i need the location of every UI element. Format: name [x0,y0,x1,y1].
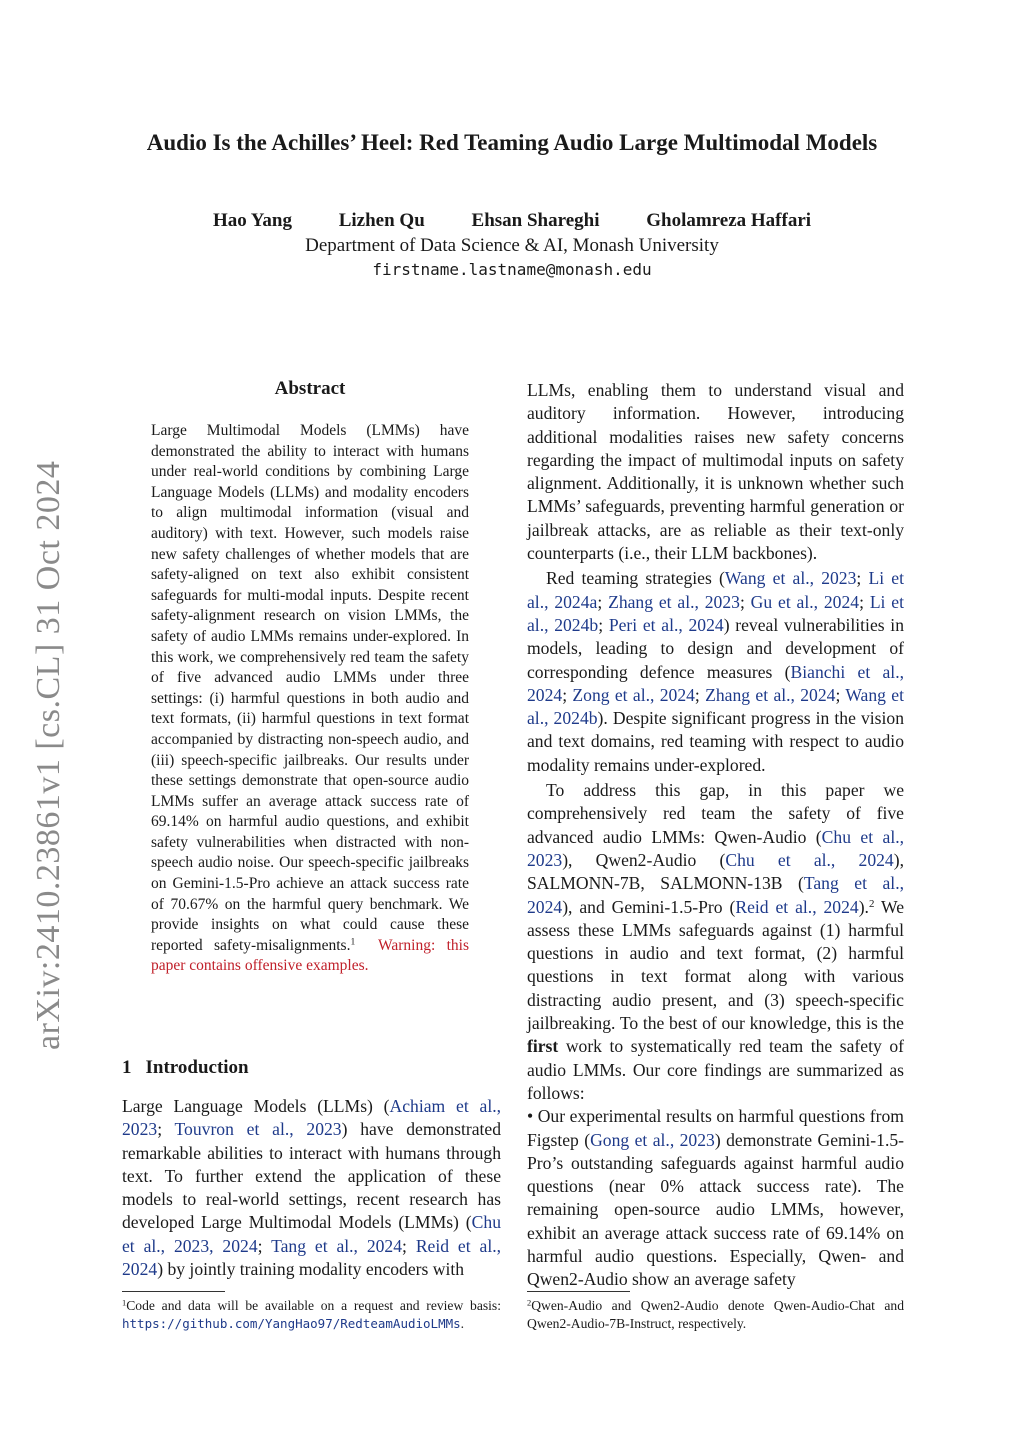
author-email: firstname.lastname@monash.edu [372,260,652,279]
citation-link[interactable]: Wang et al., 2024b [527,684,904,729]
citation-link[interactable]: Chu et al., 2023, 2024 [122,1212,501,1256]
citation-link[interactable]: Bianchi et al., 2024 [527,661,904,705]
text-run: ). Despite significant progress in the vision and text domains, red teaming with respect to audio modality remains under-explored. [527,708,904,775]
paper-title: Audio Is the Achilles’ Heel: Red Teaming Audio Large Multimodal Models [146,130,878,155]
text-run: ; [835,684,846,705]
abstract-heading: Abstract [274,378,346,399]
footnote-rule [122,1291,225,1292]
footnote-text: Code and data will be available on a request and review basis: [126,1298,501,1313]
citation-link[interactable]: Zong et al., 2024 [572,684,695,705]
text-run: ), and Gemini-1.5-Pro ( [562,896,736,917]
text-run: ; [739,591,751,612]
text-run: ; [856,568,869,589]
text-run: ), Qwen2-Audio ( [562,849,726,870]
citation-link[interactable]: Zhang et al., 2024 [705,684,836,705]
footnote-marker: 2 [527,1297,532,1308]
section-number: 1 [122,1057,132,1078]
author-name: Ehsan Shareghi [471,210,600,231]
text-run: ) reveal vulnerabilities in models, leading to design and development of corresponding defence measures ( [527,614,904,682]
citation-link[interactable]: Tang et al., 2024 [527,873,904,917]
text-run: Large Language Models (LLMs) ( [122,1096,390,1116]
affiliation: Department of Data Science & AI, Monash University [305,235,719,256]
citation-link[interactable]: Li et al., 2024a [527,568,904,612]
footnote-marker: 1 [122,1297,127,1308]
paragraph: LLMs, enabling them to understand visual and auditory information. However, introducing additional modalities raises new safety concerns regarding the impact of multimodal inputs on safety alignment. Additionally, it is unknown whether such LMMs’ safeguards, preventing harmful generation or jailbreak attacks, are as reliable as their text-only counterparts (i.e., their LLM backbones). [527,380,904,564]
section-title: Introduction [145,1057,249,1078]
text-run: ) demonstrate Gemini-1.5-Pro’s outstanding safeguards against harmful audio questions (near 0% attack success rate). The remaining open-source audio LMMs, however, exhibit an average attack success rate of 69.14% on harmful audio questions. Especially, Qwen- and Qwen2-Audio show an average safety [527,1129,904,1290]
citation-link[interactable]: Wang et al., 2023 [724,568,857,589]
intro-paragraph [122,1095,501,1281]
emphasis: first [527,1036,559,1057]
text-run: ; [402,1235,416,1256]
citation-link[interactable]: Chu et al., 2023 [527,826,904,870]
citation-link[interactable]: Zhang et al., 2023 [608,591,740,612]
text-run: We assess these LMMs safeguards against (1) harmful questions in audio and text format, (2) harmful questions in text format along with various distracting audio present, and (3) speech-specific jailbreaking. To the best of our knowledge, this is the [527,896,904,1034]
citation-link[interactable]: Tang et al., 2024 [271,1235,403,1256]
footnote-marker: 2 [868,897,875,910]
citation-link[interactable]: Peri et al., 2024 [608,614,724,635]
footnote-rule [527,1291,630,1292]
text-run: ; [157,1119,175,1140]
text-run: Red teaming strategies ( [546,568,725,589]
abstract-text: Large Multimodal Models (LMMs) have demonstrated the ability to interact with humans under real-world conditions by combining Large Language Models (LLMs) and modality encoders to align multimodal information (visual and auditory) with text. However, such models raise new safety challenges of whether models that are safety-aligned on text also exhibit consistent safeguards for multi-modal inputs. Despite recent safety-alignment research on vision LMMs, the safety of audio LMMs remains under-explored. In this work, we comprehensively red team the safety of five advanced audio LMMs under three settings: (i) harmful questions in both audio and text formats, (ii) harmful questions in text format accompanied by distracting non-speech audio, and (iii) speech-specific jailbreaks. Our results under these settings demonstrate that open-source audio LMMs suffer an average attack success rate of 69.14% on harmful audio questions, and exhibit safety vulnerabilities when distracted with non-speech audio noise. Our speech-specific jailbreaks on Gemini-1.5-Pro achieve an attack success rate of 70.67% on the harmful query benchmark. We provide insights on what could cause these reported safety-misalignments. [151,422,469,954]
text-run: ). [858,896,869,917]
citation-link[interactable]: Gong et al., 2023 [590,1129,715,1150]
right-column [527,379,904,1292]
content-warning: Warning: this paper contains offensive examples. [151,936,469,975]
footnote-text: Qwen-Audio and Qwen2-Audio denote Qwen-Audio-Chat and Qwen2-Audio-7B-Instruct, respectively. [527,1298,904,1331]
author-list [0,210,1024,232]
paragraph [527,779,904,1105]
author-name: Gholamreza Haffari [646,210,812,231]
footnote-marker: 1 [350,936,356,948]
text-run: ), SALMONN-7B, SALMONN-13B ( [527,849,904,894]
text-run: ) have demonstrated remarkable abilities to interact with humans through text. To further extend the application of these models to real-world settings, recent research has developed Large Multimodal Models (LMMs) ( [122,1119,501,1233]
text-run: To address this gap, in this paper we comprehensively red team the safety of five advanced audio LMMs: Qwen-Audio ( [527,780,904,847]
author-name: Hao Yang [212,210,292,231]
text-run: work to systematically red team the safety of audio LMMs. Our core findings are summarized as follows: [527,1036,904,1103]
text-run: ; [598,614,609,635]
text-run: . [460,1316,465,1331]
paragraph [527,567,904,777]
citation-link[interactable]: Reid et al., 2024 [735,896,859,917]
citation-link[interactable]: Reid et al., 2024 [122,1235,501,1280]
citation-link[interactable]: Li et al., 2024b [527,591,904,635]
citation-link[interactable]: Touvron et al., 2023 [174,1119,342,1140]
text-run: ; [694,684,706,705]
text-run: ; [859,591,870,612]
github-link[interactable]: https://github.com/YangHao97/RedteamAudioLMMs [122,1316,461,1331]
text-run: ; [597,591,609,612]
text-run: ; [562,684,573,705]
text-run: ; [257,1235,272,1256]
section-heading [122,1057,249,1079]
arxiv-identifier: arXiv:2410.23861v1 [cs.CL] 31 Oct 2024 [30,460,67,1050]
bullet-item [527,1105,904,1291]
author-name: Lizhen Qu [338,210,425,231]
text-run: ) by jointly training modality encoders with [157,1259,465,1280]
footnote-1 [122,1297,501,1333]
abstract-body [151,421,469,977]
footnote-2 [527,1297,904,1333]
text-run: • Our experimental results on harmful questions from Figstep ( [527,1106,904,1150]
citation-link[interactable]: Chu et al., 2024 [725,849,894,870]
citation-link[interactable]: Gu et al., 2024 [750,591,860,612]
citation-link[interactable]: Achiam et al., 2023 [122,1096,501,1140]
